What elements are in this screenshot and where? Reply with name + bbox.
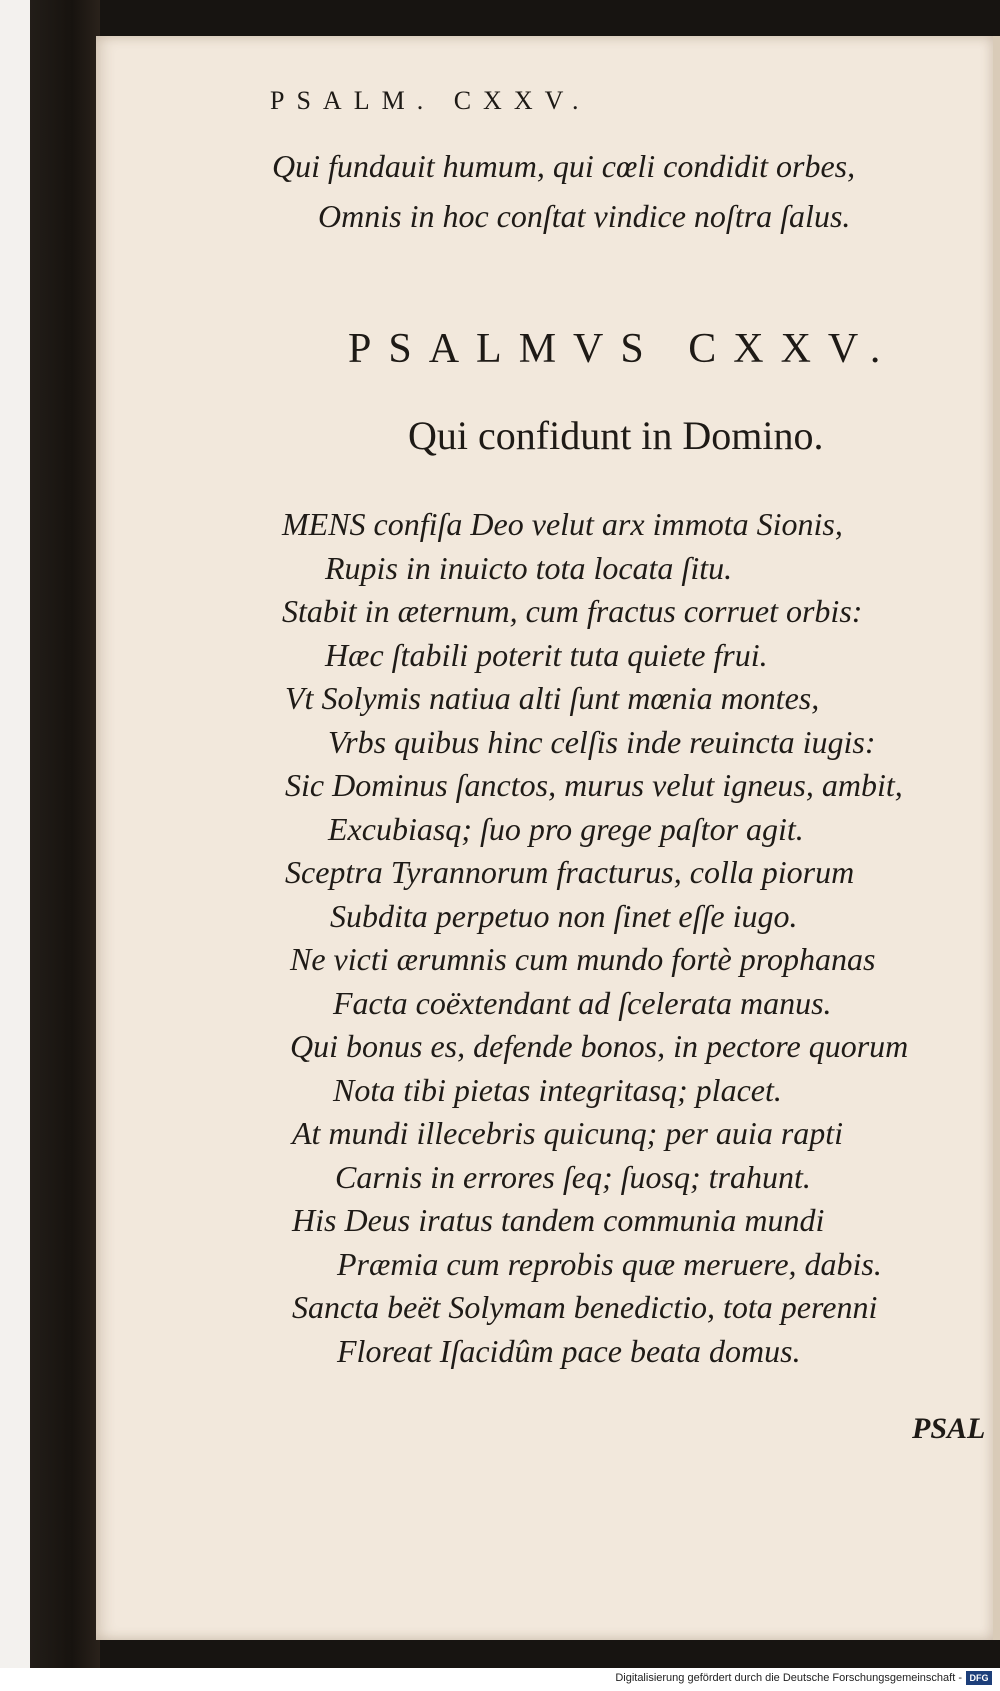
top-verse-line: Omnis in hoc conſtat vindice noſtra ſalus. <box>318 198 851 234</box>
verse-line: At mundi illecebris quicunq; per auia rapti <box>292 1115 844 1151</box>
verse-line: Facta coëxtendant ad ſcelerata manus. <box>333 985 832 1021</box>
verse-line: Ne victi ærumnis cum mundo fortè prophanas <box>290 941 876 977</box>
verse-line: Præmia cum reprobis quæ meruere, dabis. <box>337 1246 882 1282</box>
verse-line: Sancta beët Solymam benedictio, tota perenni <box>292 1289 878 1325</box>
verse-line: His Deus iratus tandem communia mundi <box>292 1202 825 1238</box>
verse-line: Floreat Iſacidûm pace beata domus. <box>337 1333 801 1369</box>
verse-line: Qui bonus es, defende bonos, in pectore quorum <box>290 1028 909 1064</box>
verse-line: Hæc ſtabili poterit tuta quiete frui. <box>325 637 768 673</box>
verse-line: Excubiasq; ſuo pro grege paſtor agit. <box>328 811 804 847</box>
verse-line: Vrbs quibus hinc celſis inde reuincta iugis: <box>328 724 876 760</box>
catchword: PSAL <box>912 1412 986 1445</box>
book-cover-edge <box>30 0 100 1668</box>
scan-margin-left <box>0 0 30 1668</box>
verse-line: Subdita perpetuo non ſinet eſſe iugo. <box>330 898 798 934</box>
digitization-footer <box>0 1668 1000 1691</box>
verse-line: Stabit in æternum, cum fractus corruet orbis: <box>282 593 863 629</box>
top-verse-line: Qui fundauit humum, qui cœli condidit orbes, <box>272 148 856 184</box>
verse-line: Sceptra Tyrannorum fracturus, colla piorum <box>285 854 855 890</box>
verse-line: Nota tibi pietas integritasq; placet. <box>333 1072 782 1108</box>
verse-line: MENS confiſa Deo velut arx immota Sionis, <box>282 506 843 542</box>
verse-line: Carnis in errores ſeq; ſuosq; trahunt. <box>335 1159 811 1195</box>
dfg-logo: DFG <box>966 1671 992 1685</box>
psalm-subtitle: Qui confidunt in Domino. <box>408 413 824 458</box>
psalm-title: PSALMVS CXXV. <box>348 326 898 372</box>
page-edge-right <box>993 36 1000 1640</box>
verse-line: Rupis in inuicto tota locata ſitu. <box>325 550 733 586</box>
verse-line: Sic Dominus ſanctos, murus velut igneus, ambit, <box>285 767 903 803</box>
footer-credit: Digitalisierung gefördert durch die Deutsche Forschungsgemeinschaft - <box>615 1672 962 1684</box>
running-head: PSALM. CXXV. <box>270 86 591 115</box>
verse-line: Vt Solymis natiua alti ſunt mœnia montes, <box>285 680 820 716</box>
